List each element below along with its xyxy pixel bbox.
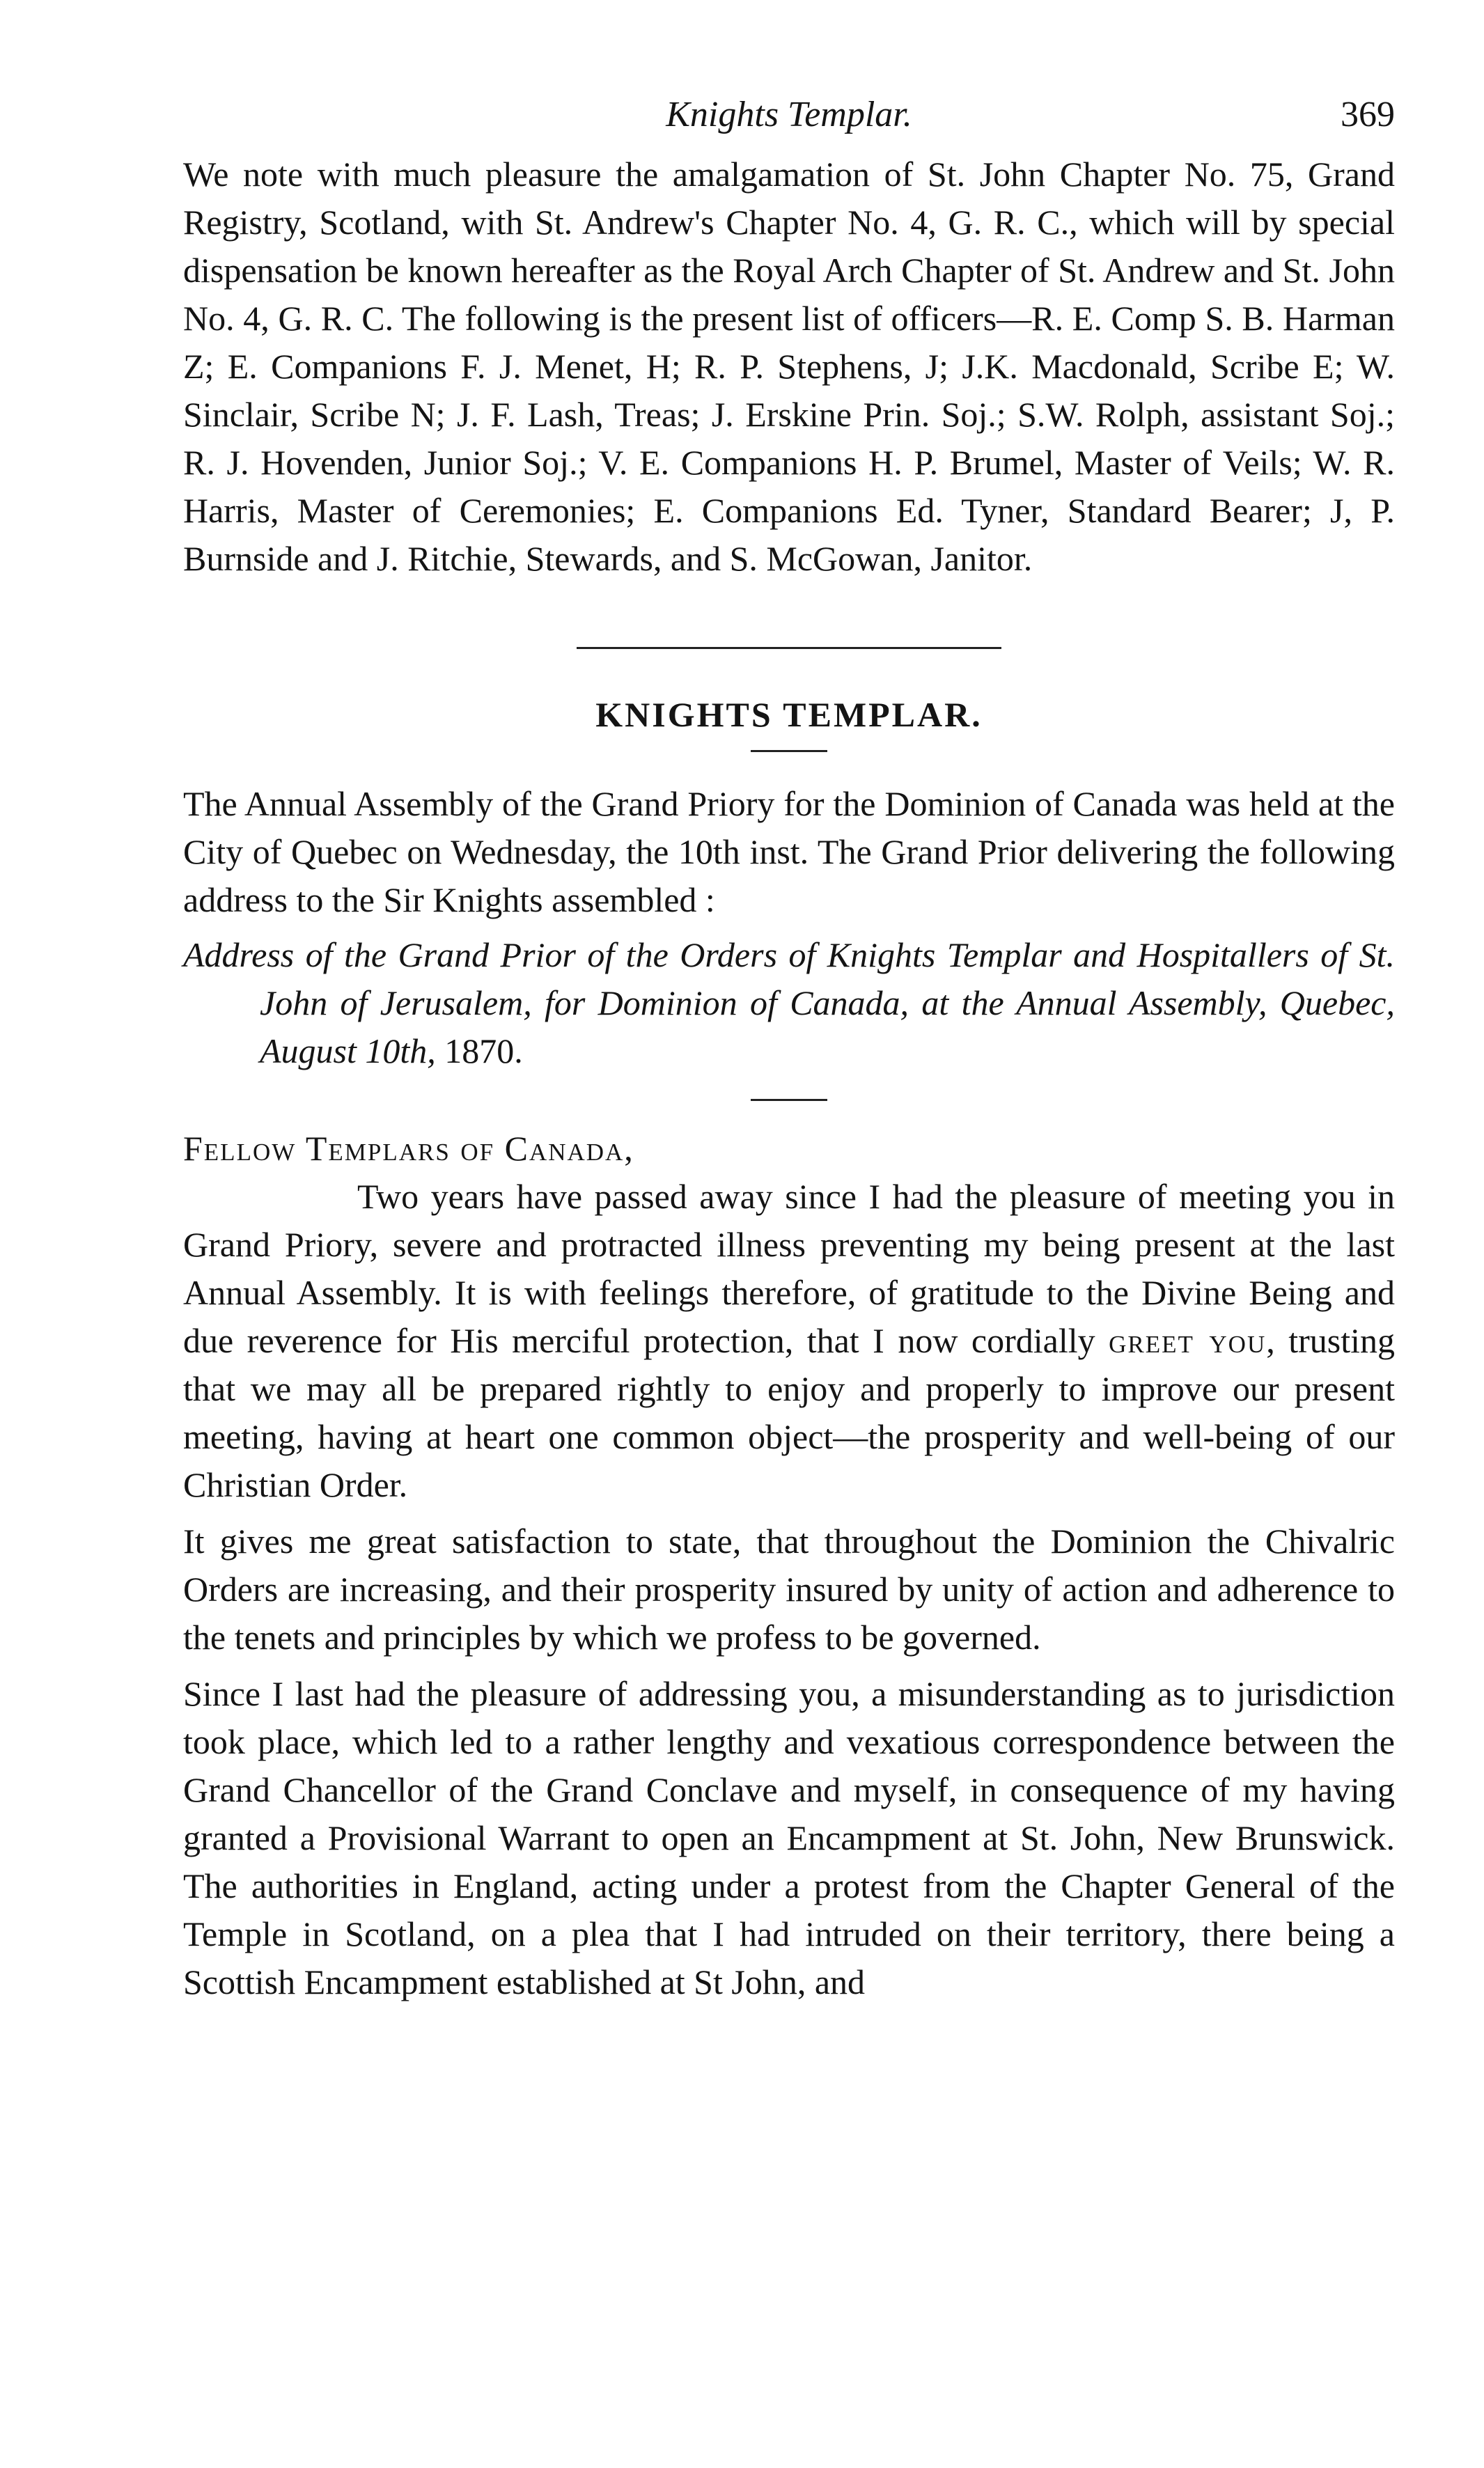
greet-you-emphasis: greet you (1109, 1321, 1267, 1360)
address-title (183, 931, 1395, 1075)
assembly-intro-paragraph: The Annual Assembly of the Grand Priory for the Dominion of Canada was held at the City of Quebec on Wednesday, the 10th inst. The Grand Prior delivering the following address to the Sir Knights assembled : (183, 784, 1395, 919)
address-paragraph-2: It gives me great satisfaction to state, that throughout the Dominion the Chivalric Orders are increasing, and their prosperity insured by unity of action and adherence to the tenets and principles by which we profess to be governed. (183, 1522, 1395, 1657)
heading-underline-rule (751, 750, 827, 752)
running-header (183, 91, 1395, 145)
running-title: Knights Templar. (666, 95, 912, 134)
salutation: Fellow Templars of Canada, (183, 1129, 634, 1168)
chapter-amalgamation-paragraph: We note with much pleasure the amalgamation of St. John Chapter No. 75, Grand Registry, Scotland, with St. Andrew's Chapter No. 4, G. R. C., which will by special dispensation be known hereafter as the Royal Arch Chapter of St. Andrew and St. John No. 4, G. R. C. The following is the present list of officers—R. E. Comp S. B. Harman Z; E. Companions F. J. Menet, H; R. P. Stephens, J; J.K. Macdonald, Scribe E; W. Sinclair, Scribe N; J. F. Lash, Treas; J. Erskine Prin. Soj.; S.W. Rolph, assistant Soj.; R. J. Hovenden, Junior Soj.; V. E. Companions H. P. Brumel, Master of Veils; W. R. Harris, Master of Ceremonies; E. Companions Ed. Tyner, Standard Bearer; J, P. Burnside and J. Ritchie, Stewards, and S. McGowan, Janitor. (183, 155, 1395, 578)
address-title-year: 1870. (444, 1031, 523, 1070)
address-title-text: Address of the Grand Prior of the Orders of Knights Templar and Hospitallers of St. John of Jerusalem, for Dominion of Canada, at the Annual Assembly, Quebec, August 10th, (183, 935, 1395, 1070)
address-paragraph-1 (183, 1173, 1395, 1509)
para1-text-start: Two years have passed away since I had the pleasure of meeting you in Grand Priory, severe and protracted illness preventing my being present at the last Annual Assembly. It is with feelings therefore, of gratitude to the Divine Being and due reverence for His merciful protection, that I now cordially (183, 1177, 1395, 1360)
page-number: 369 (1341, 95, 1395, 134)
para1-text-end: , trusting that we may all be prepared rightly to enjoy and properly to improve our present meeting, having at heart one common object—the prosperity and well-being of our Christian Order. (183, 1321, 1395, 1504)
address-divider-rule (751, 1099, 827, 1101)
section-divider-rule (577, 647, 1001, 649)
address-paragraph-3: Since I last had the pleasure of addressing you, a misunderstanding as to jurisdiction took place, which led to a rather lengthy and vexatious correspondence between the Grand Chancellor of the Grand Conclave and myself, in consequence of my having granted a Provisional Warrant to open an Encampment at St. John, New Brunswick. The authorities in England, acting under a protest from the Chapter General of the Temple in Scotland, on a plea that I had intruded on their territory, there being a Scottish Encampment established at St John, and (183, 1674, 1395, 2001)
book-page (183, 91, 1395, 2006)
section-heading: KNIGHTS TEMPLAR. (595, 695, 983, 734)
